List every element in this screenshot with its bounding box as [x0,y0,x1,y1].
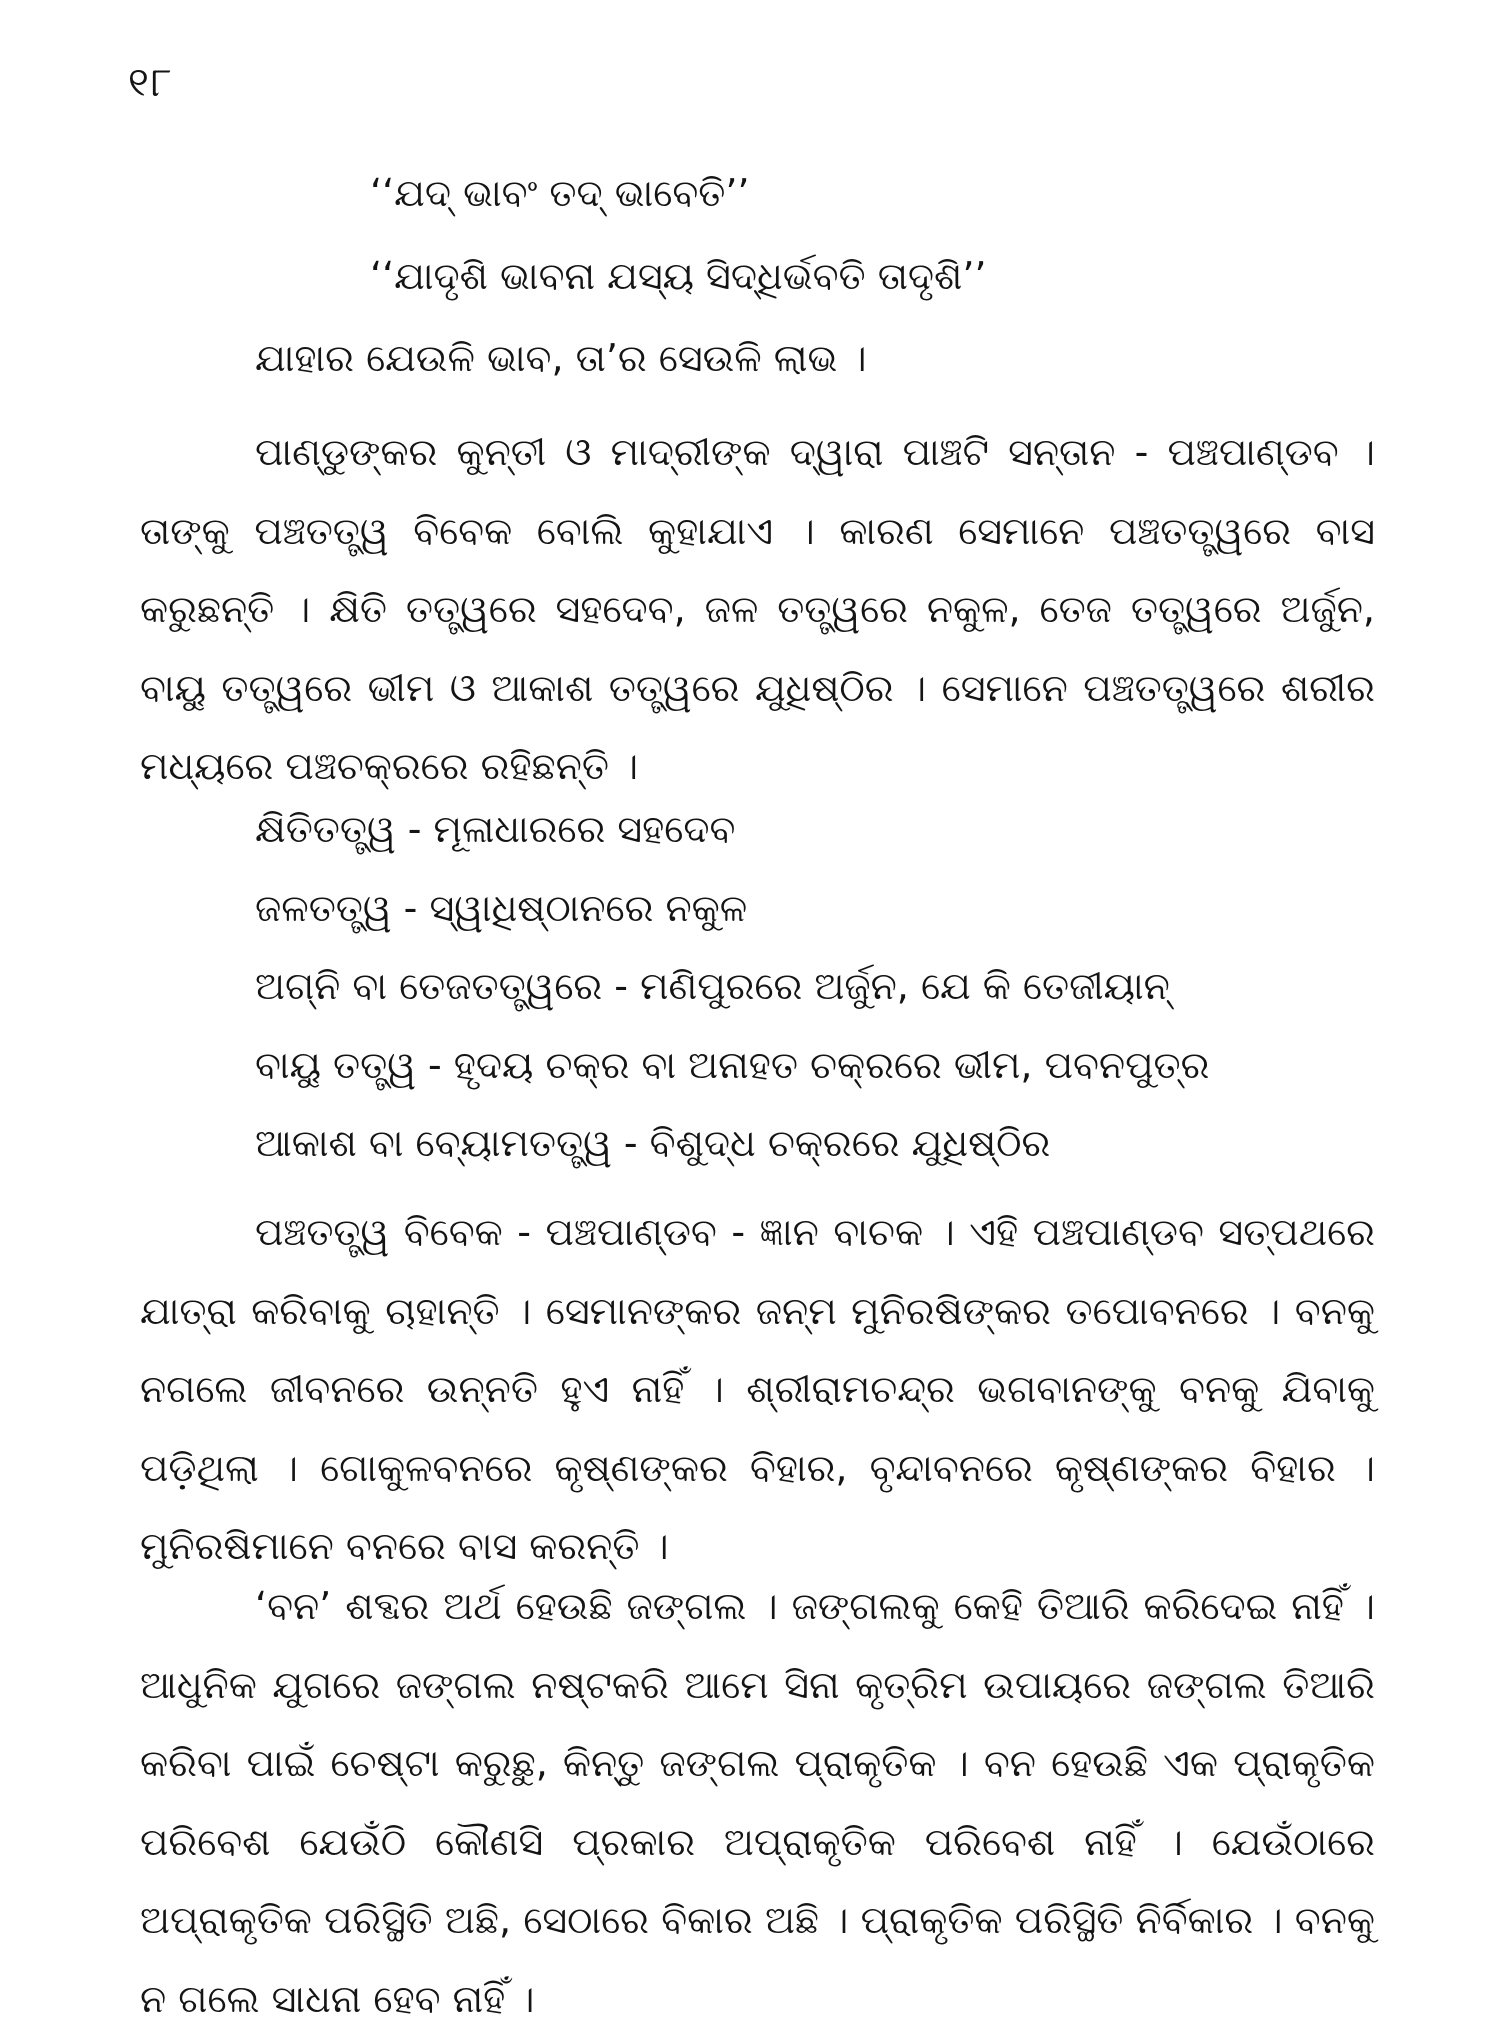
paragraph-forest-journey: ପଞ୍ଚତତ୍ତ୍ୱ ବିବେକ - ପଞ୍ଚପାଣ୍ଡବ - ଜ୍ଞାନ ବାଚକ । ଏହି ପଞ୍ଚପାଣ୍ଡବ ସତ୍‌ପଥରେ ଯାତ୍ରା କରିବାକୁ ଚାହାନ୍ତି । ସେମାନଙ୍କର ଜନ୍ମ ମୁନିରଷିଙ୍କର ତପୋବନରେ । ବନକୁ ନଗଲେ ଜୀବନରେ ଉନ୍ନତି ହୁଏ ନାହିଁ । ଶ୍ରୀରାମଚନ୍ଦ୍ର ଭଗବାନଙ୍କୁ ବନକୁ ଯିବାକୁ ପଡ଼ିଥିଲା । ଗୋକୁଳବନରେ କୃଷ୍ଣଙ୍କର ବିହାର, ବୃନ୍ଦାବନରେ କୃଷ୍ଣଙ୍କର ବିହାର । ମୁନିରଷିମାନେ ବନରେ ବାସ କରନ୍ତି । [140,1210,1375,1568]
paragraph-pandavas: ପାଣ୍ଡୁଙ୍କର କୁନ୍ତୀ ଓ ମାଦ୍ରୀଙ୍କ ଦ୍ୱାରା ପାଞ୍ଚଟି ସନ୍ତାନ - ପଞ୍ଚପାଣ୍ଡବ । ତାଙ୍କୁ ପଞ୍ଚତତ୍ତ୍ୱ ବିବେକ ବୋଲି କୁହାଯାଏ । କାରଣ ସେମାନେ ପଞ୍ଚତତ୍ତ୍ୱରେ ବାସ କରୁଛନ୍ତି । କ୍ଷିତି ତତ୍ତ୍ୱରେ ସହଦେବ, ଜଳ ତତ୍ତ୍ୱରେ ନକୁଳ, ତେଜ ତତ୍ତ୍ୱରେ ଅର୍ଜୁନ, ବାୟୁ ତତ୍ତ୍ୱରେ ଭୀମ ଓ ଆକାଶ ତତ୍ତ୍ୱରେ ଯୁଧିଷ୍ଠିର । ସେମାନେ ପଞ୍ଚତତ୍ତ୍ୱରେ ଶରୀର ମଧ୍ୟରେ ପଞ୍ଚଚକ୍ରରେ ରହିଛନ୍ତି । [140,430,1375,788]
moral-line: ଯାହାର ଯେଉଳି ଭାବ, ତା’ର ସେଉଳି ଲାଭ । [255,336,867,380]
element-item-fire: ଅଗ୍ନି ବା ତେଜତତ୍ତ୍ୱରେ - ମଣିପୁରରେ ଅର୍ଜୁନ, ଯେ କି ତେଜୀୟାନ୍ [255,964,1170,1008]
element-item-water: ଜଳତତ୍ତ୍ୱ - ସ୍ୱାଧିଷ୍ଠାନରେ ନକୁଳ [255,885,748,930]
element-item-earth: କ୍ଷିତିତତ୍ତ୍ୱ - ମୂଳାଧାରରେ ସହଦେବ [255,807,736,851]
elements-list [255,790,1209,1183]
paragraph-forest-meaning: ‘ବନ’ ଶବ୍ଦର ଅର୍ଥ ହେଉଛି ଜଙ୍ଗଲ । ଜଙ୍ଗଲକୁ କେହି ତିଆରି କରିଦେଇ ନାହିଁ । ଆଧୁନିକ ଯୁଗରେ ଜଙ୍ଗଲ ନଷ୍ଟକରି ଆମେ ସିନା କୃତ୍ରିମ ଉପାୟରେ ଜଙ୍ଗଲ ତିଆରି କରିବା ପାଇଁ ଚେଷ୍ଟା କରୁଛୁ, କିନ୍ତୁ ଜଙ୍ଗଲ ପ୍ରାକୃତିକ । ବନ ହେଉଛି ଏକ ପ୍ରାକୃତିକ ପରିବେଶ ଯେଉଁଠି କୌଣସି ପ୍ରକାର ଅପ୍ରାକୃତିକ ପରିବେଶ ନାହିଁ । ଯେଉଁଠାରେ ଅପ୍ରାକୃତିକ ପରିସ୍ଥିତି ଅଛି, ସେଠାରେ ବିକାର ଅଛି । ପ୍ରାକୃତିକ ପରିସ୍ଥିତି ନିର୍ବିକାର । ବନକୁ ନ ଗଲେ ସାଧନା ହେବ ନାହିଁ । [140,1584,1375,2021]
sanskrit-quote-1: ‘‘ଯଦ୍ ଭାବଂ ତଦ୍ ଭାବେତି’’ [370,171,750,215]
sanskrit-quote-2: ‘‘ଯାଦୃଶି ଭାବନା ଯସ୍ୟ ସିଦ୍ଧିର୍ଭବତି ତାଦୃଶି’’ [370,254,987,298]
page-number: ୧୮ [128,60,174,106]
element-item-air: ବାୟୁ ତତ୍ତ୍ୱ - ହୃଦୟ ଚକ୍ର ବା ଅନାହତ ଚକ୍ରରେ ଭୀମ, ପବନପୁତ୍ର [255,1042,1210,1087]
element-item-space: ଆକାଶ ବା ବ୍ୟୋମତତ୍ତ୍ୱ - ବିଶୁଦ୍ଧ ଚକ୍ରରେ ଯୁଧିଷ୍ଠିର [255,1121,1051,1165]
